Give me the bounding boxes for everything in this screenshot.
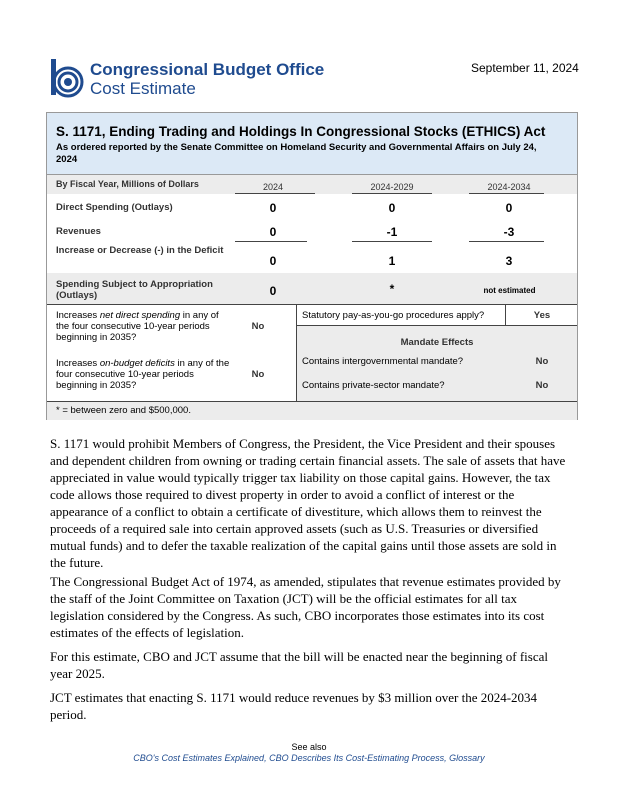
cell-value: 0 xyxy=(269,254,277,268)
paragraph: S. 1171 would prohibit Members of Congress, the President, the Vice President and their spouses and dependent children from owning or trading certain financial assets. The sale of assets that have appreciated in value would typically trigger tax liability on those capital gains. However, the tax code allows those required to divest property in order to avoid a conflict of interest or the appearance of a conflict to obtain a certificate of divestiture, which allows them to reinvest the proceeds of a required sale into certain approved assets (such as U.S. Treasuries or diversified mutual funds) and to defer the taxable realization of the capital gains until those assets are sold in the future. xyxy=(50,436,566,570)
link-cost-estimating-process[interactable]: CBO Describes Its Cost-Estimating Process xyxy=(269,753,445,763)
private-label: Contains private-sector mandate? xyxy=(302,380,445,391)
cbo-logo-icon xyxy=(50,58,84,98)
cell-value: -1 xyxy=(386,225,398,239)
cell-value: 0 xyxy=(269,284,277,298)
cell-value: not estimated xyxy=(483,286,536,295)
org-name: Congressional Budget Office xyxy=(90,60,325,79)
bill-title-box xyxy=(47,113,577,175)
mandate-header: Mandate Effects xyxy=(400,337,474,348)
cell-value: 0 xyxy=(388,201,396,215)
link-cost-estimates-explained[interactable]: CBO's Cost Estimates Explained xyxy=(133,753,265,763)
row-label: Spending Subject to Appropriation (Outlays) xyxy=(56,279,213,301)
col-header: 2024-2034 xyxy=(487,182,531,192)
paygo-answer: Yes xyxy=(533,310,551,321)
cell-value: 3 xyxy=(505,254,513,268)
cell-value: * xyxy=(389,282,395,296)
footer-links: CBO's Cost Estimates Explained, CBO Describes Its Cost-Estimating Process, Glossary xyxy=(133,753,485,763)
see-also-label: See also xyxy=(291,742,327,752)
units-label: By Fiscal Year, Millions of Dollars xyxy=(56,179,199,189)
cell-value: 1 xyxy=(388,254,396,268)
row-label: Revenues xyxy=(56,226,101,237)
cell-value: 0 xyxy=(269,201,277,215)
bill-title: S. 1171, Ending Trading and Holdings In Congressional Stocks (ETHICS) Act xyxy=(56,124,546,139)
cell-value: 0 xyxy=(269,225,277,239)
link-glossary[interactable]: Glossary xyxy=(449,753,485,763)
paragraph: JCT estimates that enacting S. 1171 would reduce revenues by $3 million over the 2024-2034 period. xyxy=(50,690,538,722)
paygo-label: Statutory pay-as-you-go procedures apply? xyxy=(302,310,485,321)
cell-value: 0 xyxy=(505,201,513,215)
paragraph: The Congressional Budget Act of 1974, as amended, stipulates that revenue estimates provided by the staff of the Joint Committee on Taxation (JCT) will be the official estimates for all tax legislation considered by the Congress. As such, CBO incorporates those estimates into its cost estimates of the effects of legislation. xyxy=(50,574,561,640)
report-date: September 11, 2024 xyxy=(471,61,579,75)
bill-subtitle: As ordered reported by the Senate Committee on Homeland Security and Governmental Affairs on July 24, 2024 xyxy=(56,142,537,165)
deficit-question: Increases on-budget deficits in any of the four consecutive 10-year periods beginning in 2035? xyxy=(56,358,230,391)
deficit-answer: No xyxy=(251,369,265,380)
summary-table xyxy=(46,112,578,420)
net-direct-question: Increases net direct spending in any of the four consecutive 10-year periods beginning in 2035? xyxy=(56,310,219,343)
igov-answer: No xyxy=(535,356,549,367)
row-label: Increase or Decrease (-) in the Deficit xyxy=(56,245,224,256)
paragraph: For this estimate, CBO and JCT assume that the bill will be enacted near the beginning of fiscal year 2025. xyxy=(50,649,548,681)
col-header: 2024 xyxy=(262,182,284,192)
doc-type: Cost Estimate xyxy=(90,79,196,98)
igov-label: Contains intergovernmental mandate? xyxy=(302,356,464,367)
row-label: Direct Spending (Outlays) xyxy=(56,202,173,213)
net-direct-answer: No xyxy=(251,321,265,332)
table-footnote: * = between zero and $500,000. xyxy=(56,405,191,416)
private-answer: No xyxy=(535,380,549,391)
col-header: 2024-2029 xyxy=(370,182,414,192)
cell-value: -3 xyxy=(503,225,515,239)
